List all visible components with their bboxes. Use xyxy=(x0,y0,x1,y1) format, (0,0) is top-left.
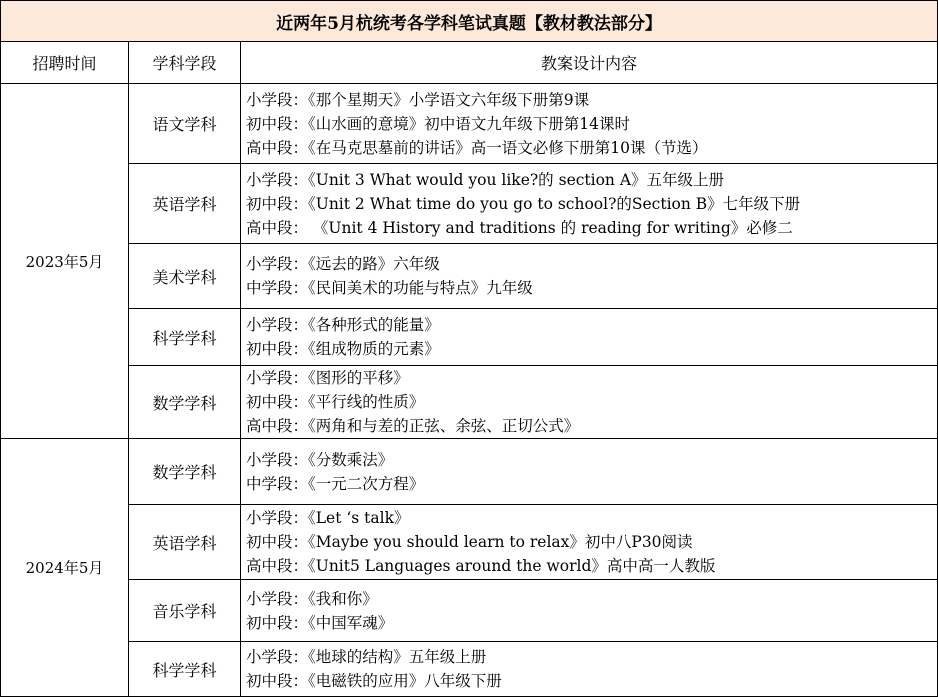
content-line: 小学段：《各种形式的能量》 xyxy=(246,316,440,334)
table-row xyxy=(1,580,938,642)
content-cell xyxy=(241,505,938,580)
table-row xyxy=(1,366,938,439)
content-cell xyxy=(241,84,938,164)
subject-cell: 英语学科 xyxy=(129,164,241,244)
content-line: 小学段：《分数乘法》 xyxy=(246,450,394,469)
content-cell xyxy=(241,642,938,697)
content-line: 小学段：《那个星期天》小学语文六年级下册第9课 xyxy=(246,90,590,109)
subject-cell: 科学学科 xyxy=(129,309,241,366)
content-line: 高中段：《两角和与差的正弦、余弦、正切公式》 xyxy=(246,417,580,435)
table-row xyxy=(1,309,938,366)
time-cell-2024: 2024年5月 xyxy=(1,439,129,697)
content-line: 小学段：《地球的结构》五年级上册 xyxy=(246,648,487,666)
table-row xyxy=(1,84,938,164)
content-line: 初中段：《组成物质的元素》 xyxy=(246,340,440,358)
content-line: 初中段：《山水画的意境》初中语文九年级下册第14课时 xyxy=(246,114,630,133)
content-line: 小学段：《Unit 3 What would you like?的 section A》五年级上册 xyxy=(246,170,725,189)
content-cell xyxy=(241,244,938,309)
content-line: 高中段：《Unit5 Languages around the world》高中高一人教版 xyxy=(246,557,716,575)
content-line: 高中段：《在马克思墓前的讲话》高一语文必修下册第10课（节选） xyxy=(246,138,708,157)
table-row xyxy=(1,244,938,309)
table-row xyxy=(1,505,938,580)
time-cell-2023: 2023年5月 xyxy=(1,84,129,439)
header-subject: 学科学段 xyxy=(129,42,241,84)
content-line: 高中段： 《Unit 4 History and traditions 的 reading for writing》必修二 xyxy=(246,218,793,237)
subject-cell: 数学学科 xyxy=(129,439,241,505)
table-title: 近两年5月杭统考各学科笔试真题【教材教法部分】 xyxy=(1,1,938,42)
content-cell xyxy=(241,164,938,244)
header-row xyxy=(1,42,938,84)
content-line: 初中段：《Maybe you should learn to relax》初中八P30阅读 xyxy=(246,533,693,551)
content-cell xyxy=(241,439,938,505)
subject-cell: 数学学科 xyxy=(129,366,241,439)
content-line: 初中段：《Unit 2 What time do you go to school?的Section B》七年级下册 xyxy=(246,194,801,213)
content-line: 初中段：《中国军魂》 xyxy=(246,613,394,632)
content-line: 小学段：《图形的平移》 xyxy=(246,369,409,387)
subject-cell: 英语学科 xyxy=(129,505,241,580)
header-time: 招聘时间 xyxy=(1,42,129,84)
content-cell xyxy=(241,309,938,366)
table-row xyxy=(1,164,938,244)
subject-cell: 音乐学科 xyxy=(129,580,241,642)
table-row xyxy=(1,642,938,697)
content-line: 初中段：《平行线的性质》 xyxy=(246,393,425,411)
content-cell xyxy=(241,366,938,439)
content-line: 中学段：《一元二次方程》 xyxy=(246,474,425,493)
content-line: 中学段：《民间美术的功能与特点》九年级 xyxy=(246,279,533,297)
content-line: 小学段：《远去的路》六年级 xyxy=(246,255,440,273)
subject-cell: 美术学科 xyxy=(129,244,241,309)
content-cell xyxy=(241,580,938,642)
title-row xyxy=(1,1,938,42)
subject-cell: 科学学科 xyxy=(129,642,241,697)
content-line: 小学段：《Let ‘s talk》 xyxy=(246,509,410,527)
content-line: 小学段：《我和你》 xyxy=(246,589,378,608)
subject-cell: 语文学科 xyxy=(129,84,241,164)
table-row xyxy=(1,439,938,505)
content-line: 初中段：《电磁铁的应用》八年级下册 xyxy=(246,672,502,690)
header-content: 教案设计内容 xyxy=(241,42,938,84)
